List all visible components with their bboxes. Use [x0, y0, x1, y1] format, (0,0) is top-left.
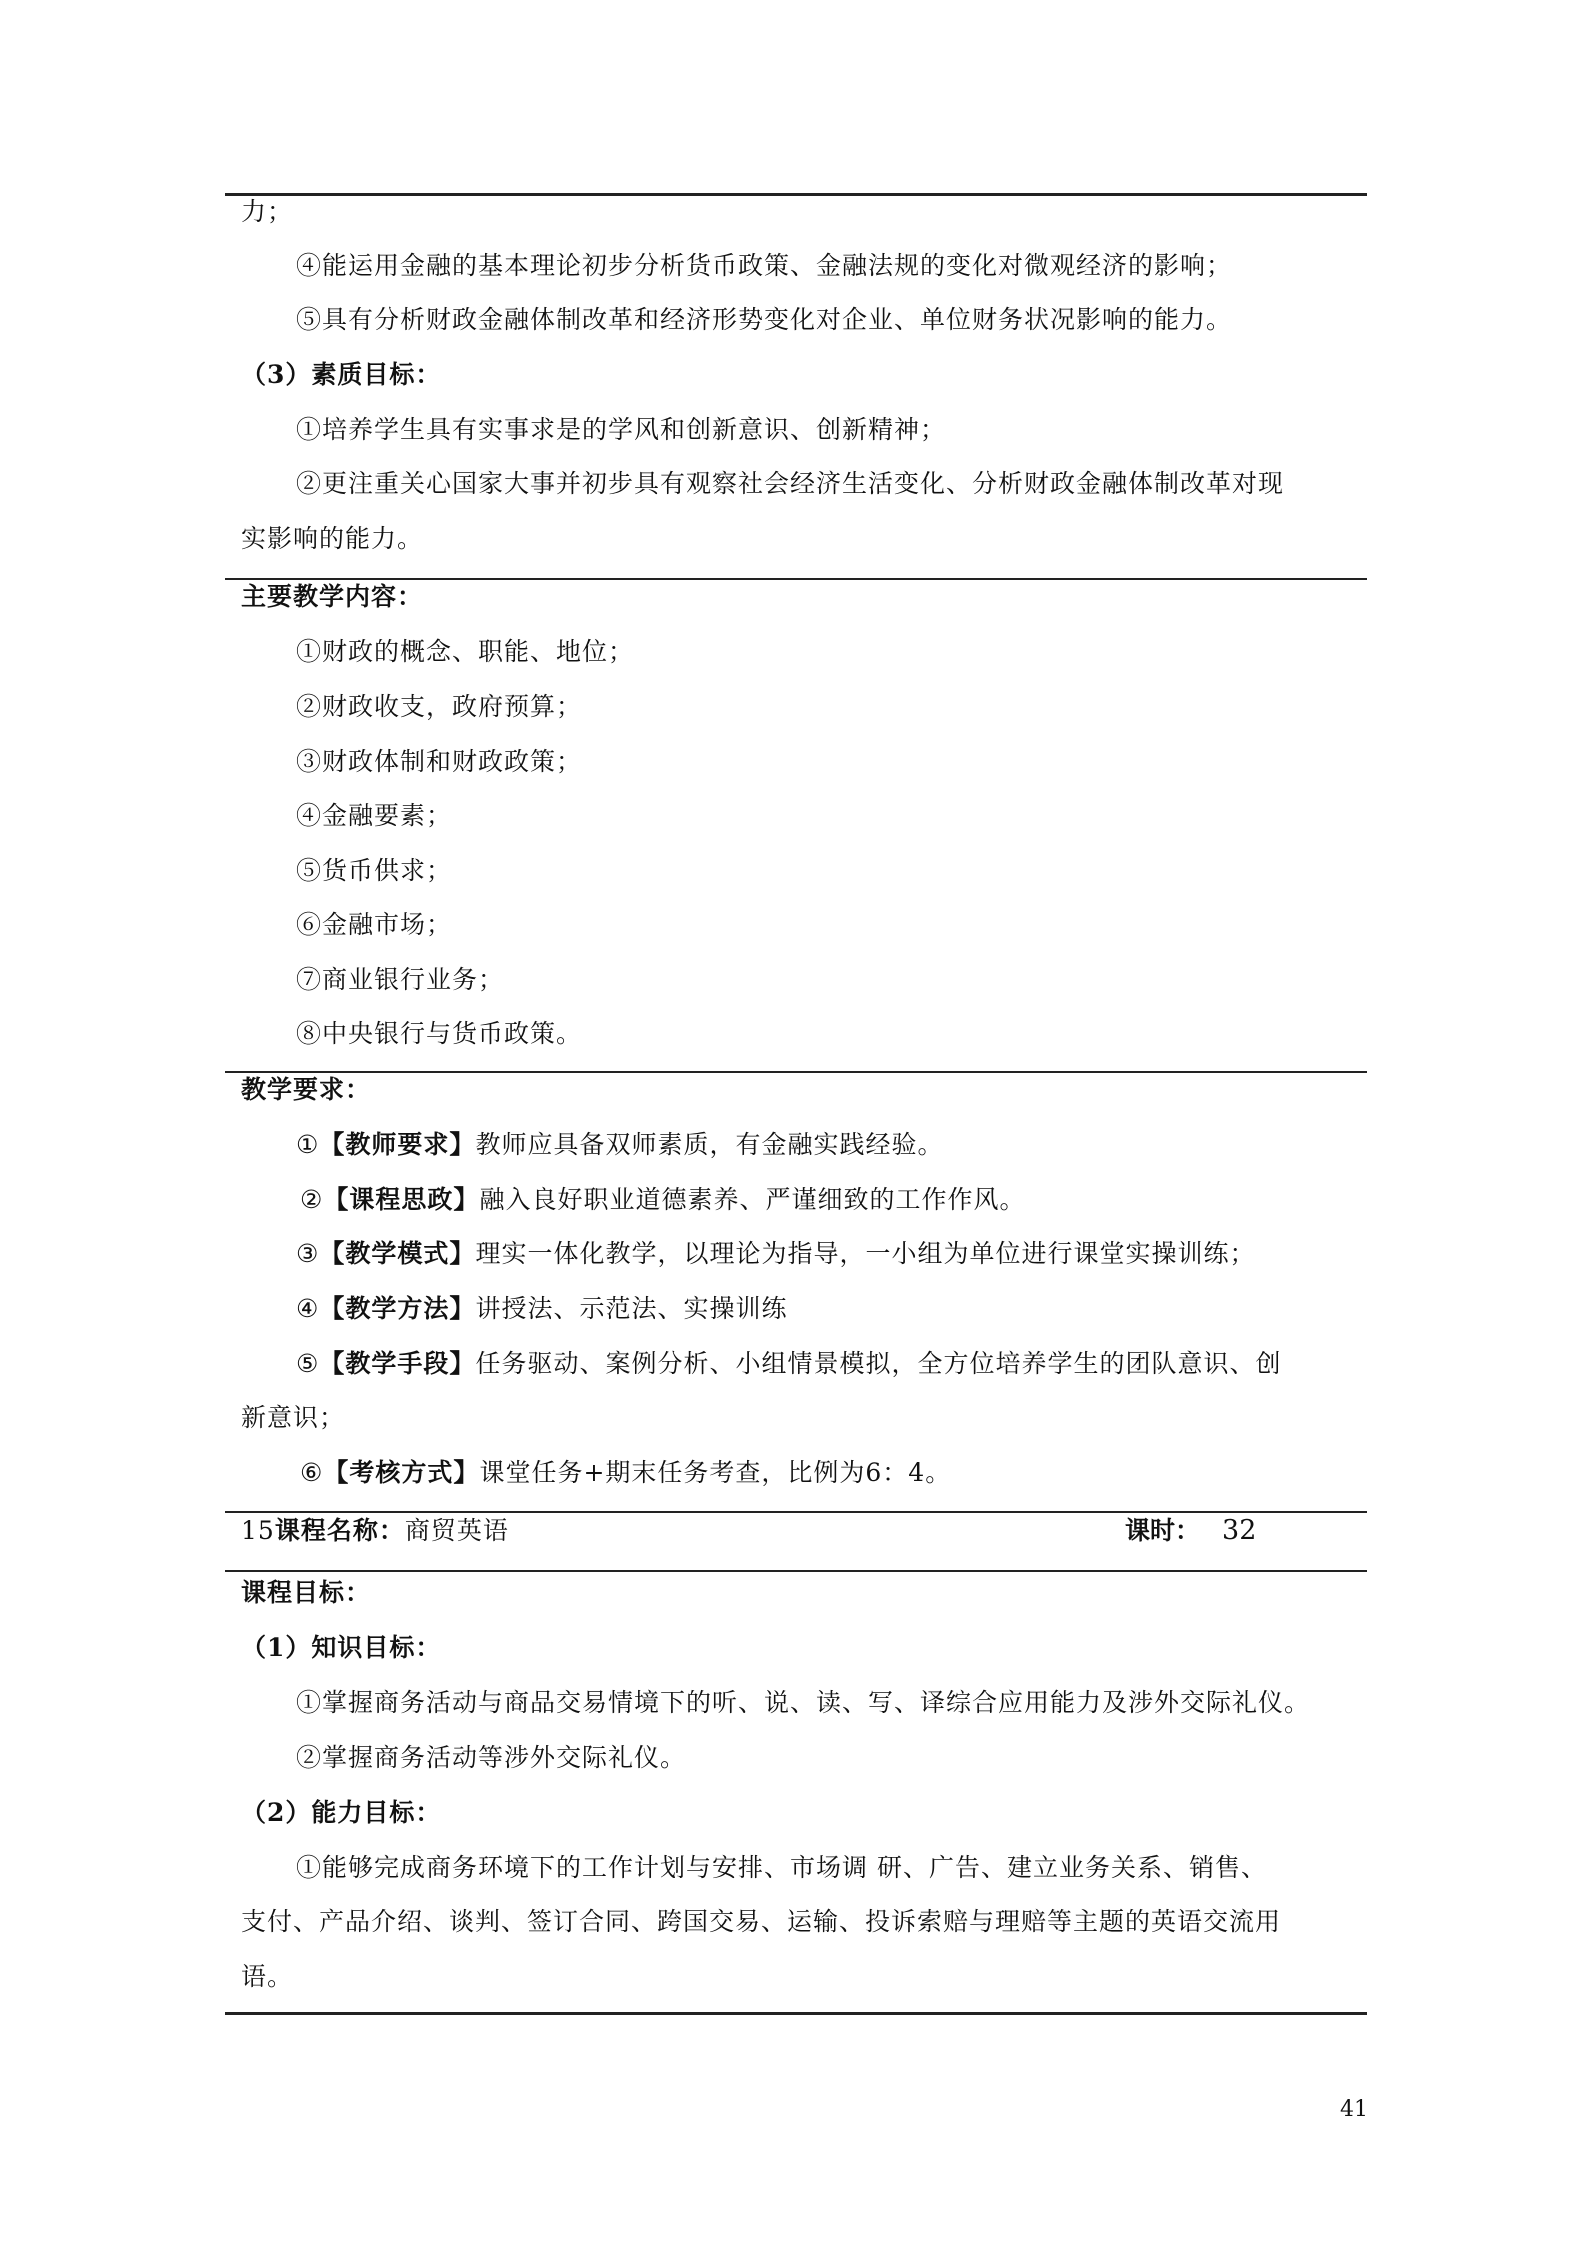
- table-bottom-border: [225, 2012, 1367, 2015]
- list-item: ②财政收支，政府预算；: [296, 692, 583, 721]
- course-hours: [1125, 1514, 1256, 1548]
- requirement-item: ⑥【考核方式】课堂任务+期末任务考查，比例为6：4。: [300, 1458, 952, 1487]
- text-line: 实影响的能力。: [241, 524, 424, 553]
- section-heading: 主要教学内容：: [241, 582, 424, 611]
- course-hours-value: 32: [1222, 1515, 1257, 1546]
- text-line: ①培养学生具有实事求是的学风和创新意识、创新精神；: [296, 415, 947, 444]
- requirement-item: ⑤【教学手段】任务驱动、案例分析、小组情景模拟，全方位培养学生的团队意识、创: [296, 1349, 1282, 1378]
- list-item: ③财政体制和财政政策；: [296, 747, 583, 776]
- text-line: ①掌握商务活动与商品交易情境下的听、说、读、写、译综合应用能力及涉外交际礼仪。: [296, 1688, 1311, 1717]
- list-item: ①财政的概念、职能、地位；: [296, 637, 635, 666]
- requirement-item: ③【教学模式】理实一体化教学，以理论为指导，一小组为单位进行课堂实操训练；: [296, 1239, 1256, 1268]
- list-item: ④金融要素；: [296, 801, 453, 830]
- text-line: ④能运用金融的基本理论初步分析货币政策、金融法规的变化对微观经济的影响；: [296, 251, 1233, 280]
- text-line: ⑤具有分析财政金融体制改革和经济形势变化对企业、单位财务状况影响的能力。: [296, 305, 1233, 334]
- table-row-divider: [225, 1511, 1367, 1513]
- requirement-item: ①【教师要求】教师应具备双师素质，有金融实践经验。: [296, 1130, 944, 1159]
- table-top-border: [225, 193, 1367, 196]
- text-line: 语。: [241, 1962, 294, 1991]
- course-name-label: 课程名称：: [274, 1516, 405, 1545]
- course-title: [241, 1514, 509, 1548]
- section-heading: （2）能力目标：: [241, 1798, 442, 1827]
- requirement-item: ④【教学方法】讲授法、示范法、实操训练: [296, 1294, 788, 1323]
- course-hours-label: 课时：: [1125, 1516, 1201, 1545]
- table-row-divider: [225, 1570, 1367, 1572]
- course-number: 15: [241, 1516, 275, 1545]
- list-item: ⑦商业银行业务；: [296, 965, 505, 994]
- text-line: 新意识；: [241, 1403, 346, 1432]
- section-heading: （3）素质目标：: [241, 360, 442, 389]
- table-row-divider: [225, 1071, 1367, 1073]
- section-heading: 课程目标：: [241, 1578, 372, 1607]
- text-line: 支付、产品介绍、谈判、签订合同、跨国交易、运输、投诉索赔与理赔等主题的英语交流用: [241, 1907, 1282, 1936]
- requirement-item: ②【课程思政】融入良好职业道德素养、严谨细致的工作作风。: [300, 1185, 1026, 1214]
- page-number: 41: [1340, 2097, 1368, 2122]
- text-line: ②更注重关心国家大事并初步具有观察社会经济生活变化、分析财政金融体制改革对现: [296, 469, 1285, 498]
- list-item: ⑥金融市场；: [296, 910, 453, 939]
- list-item: ⑧中央银行与货币政策。: [296, 1019, 583, 1048]
- text-line: ②掌握商务活动等涉外交际礼仪。: [296, 1743, 687, 1772]
- section-heading: （1）知识目标：: [241, 1633, 442, 1662]
- list-item: ⑤货币供求；: [296, 856, 453, 885]
- text-line: 力；: [241, 197, 294, 226]
- text-line: ①能够完成商务环境下的工作计划与安排、市场调 研、广告、建立业务关系、销售、: [296, 1853, 1267, 1882]
- course-name: 商贸英语: [404, 1516, 509, 1545]
- section-heading: 教学要求：: [241, 1075, 372, 1104]
